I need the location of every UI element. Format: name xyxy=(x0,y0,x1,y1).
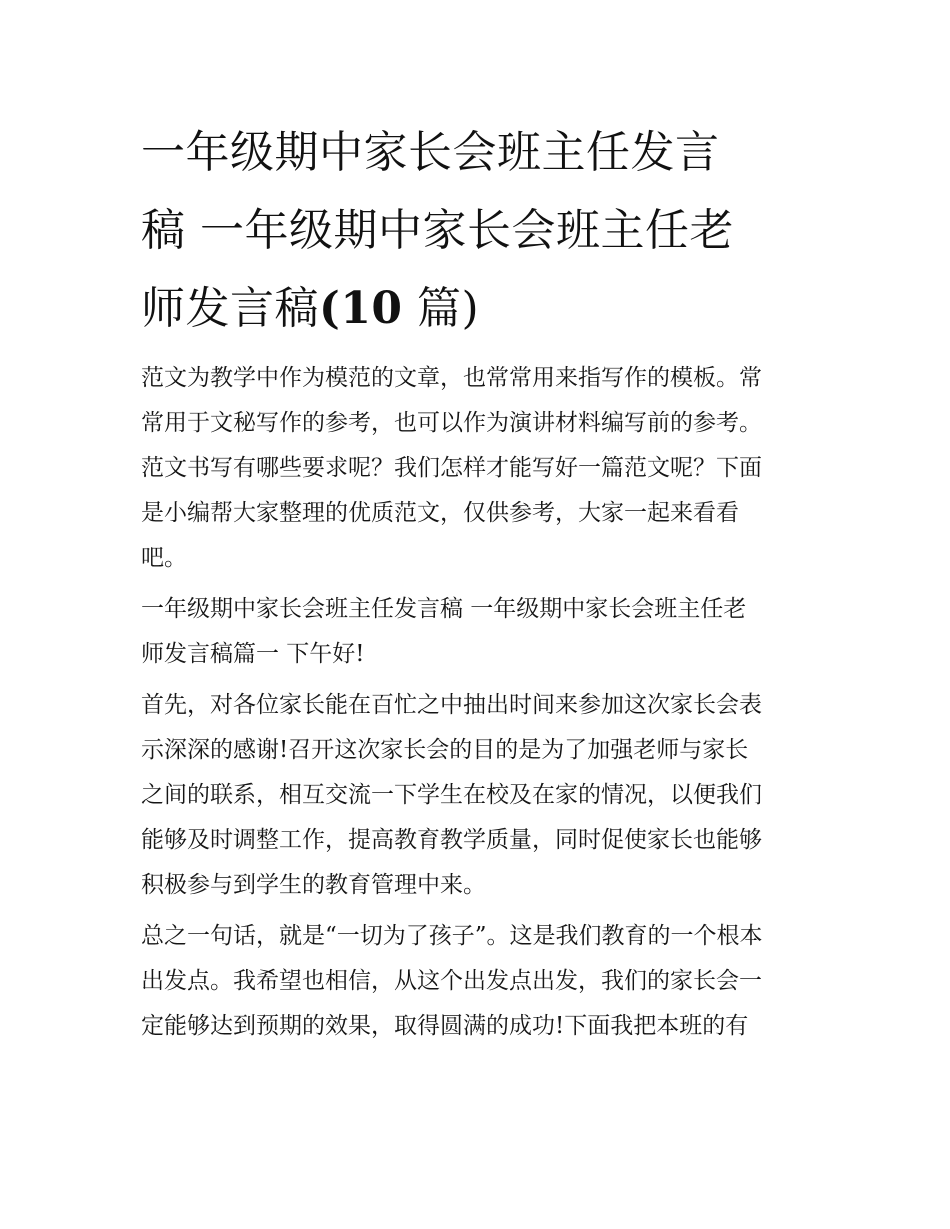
paragraph-summary xyxy=(141,914,821,1049)
paragraph-subheading xyxy=(141,587,821,677)
text-line: 是小编帮大家整理的优质范文，仅供参考，大家一起来看看 xyxy=(141,500,739,526)
title-line-text: 师发言稿 xyxy=(141,283,319,334)
paragraph-opening xyxy=(141,683,821,908)
text-line: 积极参与到学生的教育管理中来。 xyxy=(141,872,486,898)
text-line: 能够及时调整工作，提高教育教学质量，同时促使家长也能够 xyxy=(141,827,762,853)
text-line: 示深深的感谢!召开这次家长会的目的是为了加强老师与家长 xyxy=(141,737,749,763)
document-title xyxy=(141,114,821,348)
text-line: 总之一句话，就是“一切为了孩子”。这是我们教育的一个根本 xyxy=(141,923,763,949)
text-line: 之间的联系，相互交流一下学生在校及在家的情况，以便我们 xyxy=(141,782,762,808)
text-line: 吧。 xyxy=(141,545,187,571)
text-line: 一年级期中家长会班主任发言稿 一年级期中家长会班主任老 xyxy=(141,596,747,622)
text-line: 定能够达到预期的效果，取得圆满的成功!下面我把本班的有 xyxy=(141,1013,749,1039)
text-line: 常用于文秘写作的参考，也可以作为演讲材料编写前的参考。 xyxy=(141,410,762,436)
text-line: 首先，对各位家长能在百忙之中抽出时间来参加这次家长会表 xyxy=(141,692,762,718)
title-line xyxy=(141,270,821,348)
text-line: 师发言稿篇一 下午好! xyxy=(141,641,365,667)
title-line: 稿 一年级期中家长会班主任老 xyxy=(141,205,734,256)
title-line: 一年级期中家长会班主任发言 xyxy=(141,127,720,178)
text-line: 范文书写有哪些要求呢？我们怎样才能写好一篇范文呢？下面 xyxy=(141,455,762,481)
title-count-unit: 篇) xyxy=(402,283,480,334)
text-line: 出发点。我希望也相信，从这个出发点出发，我们的家长会一 xyxy=(141,968,762,994)
paragraph-intro xyxy=(141,356,821,581)
document-body xyxy=(141,356,821,1055)
title-count: (10 xyxy=(319,283,403,334)
text-line: 范文为教学中作为模范的文章，也常常用来指写作的模板。常 xyxy=(141,365,762,391)
